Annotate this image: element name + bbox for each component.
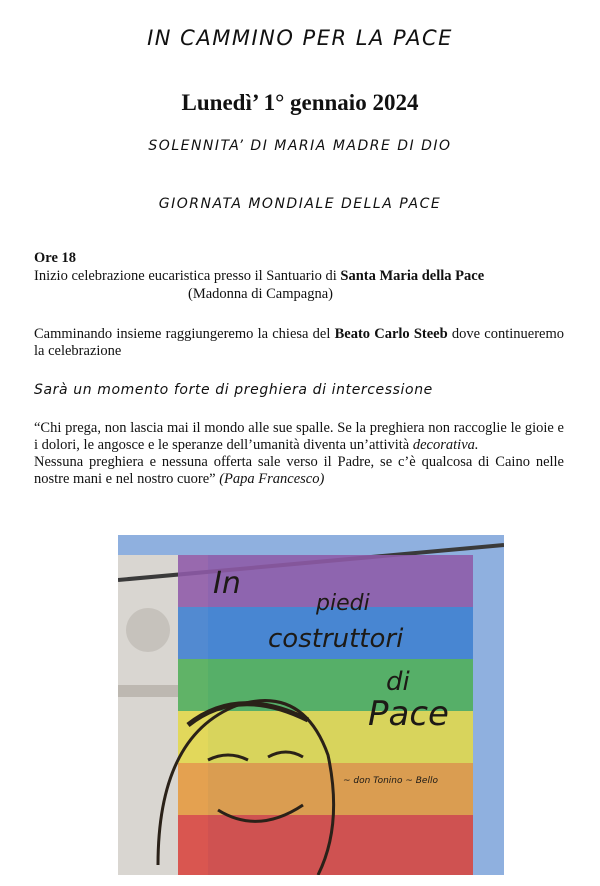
- solemnity-subtitle: SOLENNITA’ DI MARIA MADRE DI DIO: [148, 138, 452, 154]
- church-name: Beato Carlo Steeb: [334, 326, 448, 342]
- page-title: IN CAMMINO PER LA PACE: [147, 26, 453, 50]
- banner-illustration: [118, 535, 504, 875]
- cammin-text: Camminando insieme raggiungeremo la chiesa del: [34, 326, 335, 342]
- cammin-text-end: dove continueremo la celebrazione: [34, 326, 564, 359]
- quote-part-2: Nessuna preghiera e nessuna offerta sale verso il Padre, se c’è qualcosa di Caino nelle nostre mani e nel nostro cuore”: [34, 454, 564, 487]
- quote-author: (Papa Francesco): [219, 471, 325, 487]
- banner-word-costruttori: costruttori: [268, 624, 404, 654]
- banner-word-piedi: piedi: [316, 591, 370, 616]
- inizio-text: Inizio celebrazione eucaristica presso il Santuario di: [34, 268, 341, 284]
- banner-word-in: In: [213, 566, 241, 601]
- stripe-red: [178, 815, 473, 875]
- church-cornice: [118, 685, 178, 697]
- quote-italic-word: decorativa.: [412, 437, 479, 453]
- madonna-note: (Madonna di Campagna): [188, 286, 333, 302]
- prayer-note: Sarà un momento forte di preghiera di intercessione: [34, 382, 433, 398]
- inizio-paragraph: [34, 268, 564, 285]
- cammin-paragraph: [34, 326, 564, 360]
- quote-block: [34, 420, 564, 488]
- giornata-subtitle: GIORNATA MONDIALE DELLA PACE: [158, 196, 442, 212]
- banner-word-di: di: [386, 667, 410, 697]
- event-date: Lunedì’ 1° gennaio 2024: [181, 90, 419, 115]
- church-rosette: [126, 608, 170, 652]
- stripe-orange: [178, 763, 473, 815]
- banner-word-pace: Pace: [368, 694, 449, 734]
- sanctuary-name: Santa Maria della Pace: [340, 268, 485, 284]
- peace-banner-photo: [118, 535, 504, 875]
- event-time: Ore 18: [34, 250, 77, 266]
- banner-signature: ~ don Tonino ~ Bello: [343, 776, 438, 786]
- quote-part-1: “Chi prega, non lascia mai il mondo alle sue spalle. Se la preghiera non raccoglie le gioie e i dolori, le angosce e le speranze dell’umanità diventa un’attività: [34, 420, 564, 453]
